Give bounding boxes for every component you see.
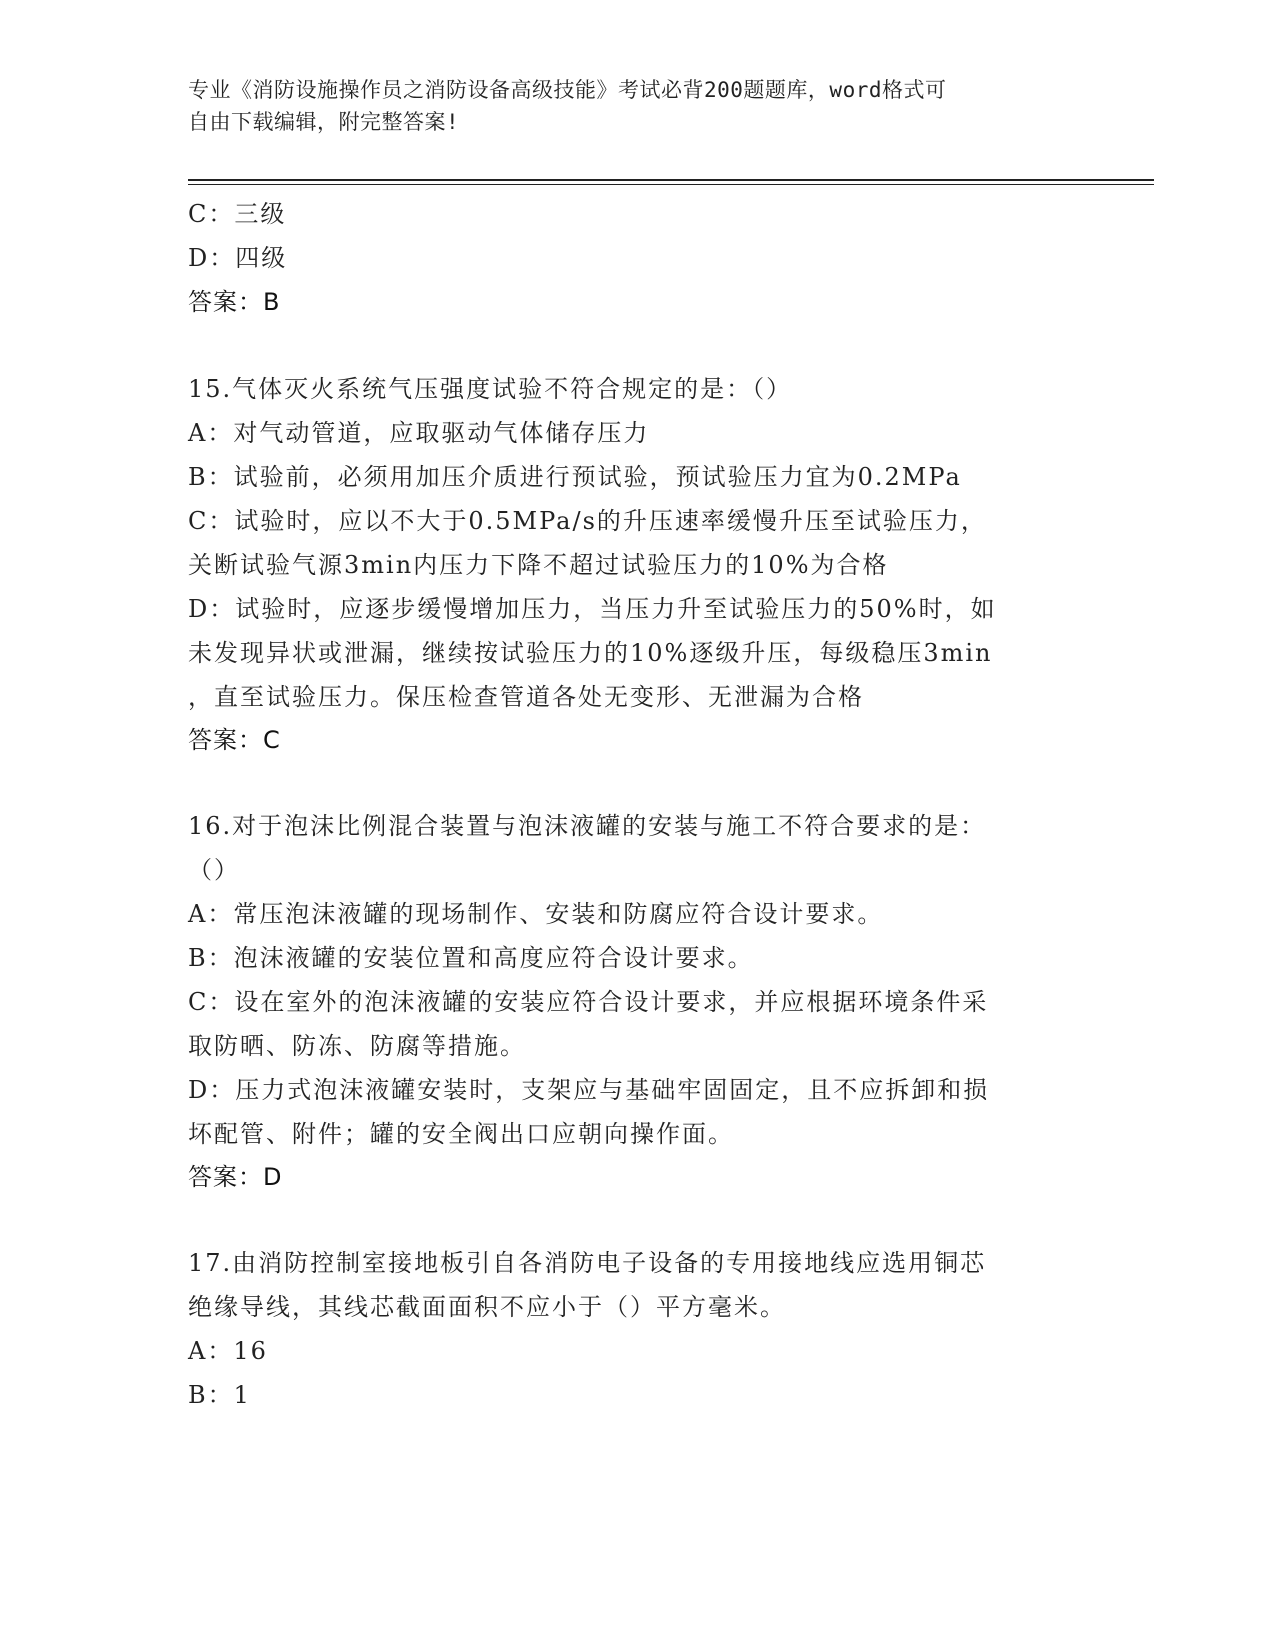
header-divider-thin [188,184,1154,185]
header-divider [188,179,1154,181]
answer-line: 答案：D [188,1163,283,1191]
question-stem-continued: （） [188,856,240,884]
option-d-continued: 未发现异状或泄漏，继续按试验压力的10%逐级升压，每级稳压3min [188,639,993,667]
option-c: C：试验时，应以不大于0.5MPa/s的升压速率缓慢升压至试验压力， [188,507,987,535]
option-a: A：16 [188,1337,268,1365]
question-stem: 17.由消防控制室接地板引自各消防电子设备的专用接地线应选用铜芯 [188,1249,987,1277]
option-a: A：常压泡沫液罐的现场制作、安装和防腐应符合设计要求。 [188,900,884,928]
option-b: B：泡沫液罐的安装位置和高度应符合设计要求。 [188,944,754,972]
option-d-continued: 坏配管、附件；罐的安全阀出口应朝向操作面。 [188,1120,734,1148]
question-stem: 16.对于泡沫比例混合装置与泡沫液罐的安装与施工不符合要求的是： [188,812,987,840]
option-d: D：试验时，应逐步缓慢增加压力，当压力升至试验压力的50%时，如 [188,595,997,623]
header-line-1: 专业《消防设施操作员之消防设备高级技能》考试必背200题题库，word格式可 [188,78,947,102]
question-stem: 15.气体灭火系统气压强度试验不符合规定的是：（） [188,375,793,403]
header-line-2: 自由下载编辑，附完整答案! [188,110,460,134]
option-c-continued: 取防晒、防冻、防腐等措施。 [188,1032,526,1060]
option-c: C：设在室外的泡沫液罐的安装应符合设计要求，并应根据环境条件采 [188,988,989,1016]
option-d-continued: ，直至试验压力。保压检查管道各处无变形、无泄漏为合格 [188,683,864,711]
option-a: A：对气动管道，应取驱动气体储存压力 [188,419,650,447]
option-b: B：试验前，必须用加压介质进行预试验，预试验压力宜为0.2MPa [188,463,962,491]
option-d: D：四级 [188,244,288,272]
option-c-continued: 关断试验气源3min内压力下降不超过试验压力的10%为合格 [188,551,889,579]
answer-line: 答案：B [188,288,281,316]
option-c: C：三级 [188,200,287,228]
option-b: B：1 [188,1381,251,1409]
page-header [188,74,1068,138]
answer-line: 答案：C [188,726,281,754]
option-d: D：压力式泡沫液罐安装时，支架应与基础牢固固定，且不应拆卸和损 [188,1076,990,1104]
question-stem-continued: 绝缘导线，其线芯截面面积不应小于（）平方毫米。 [188,1293,786,1321]
